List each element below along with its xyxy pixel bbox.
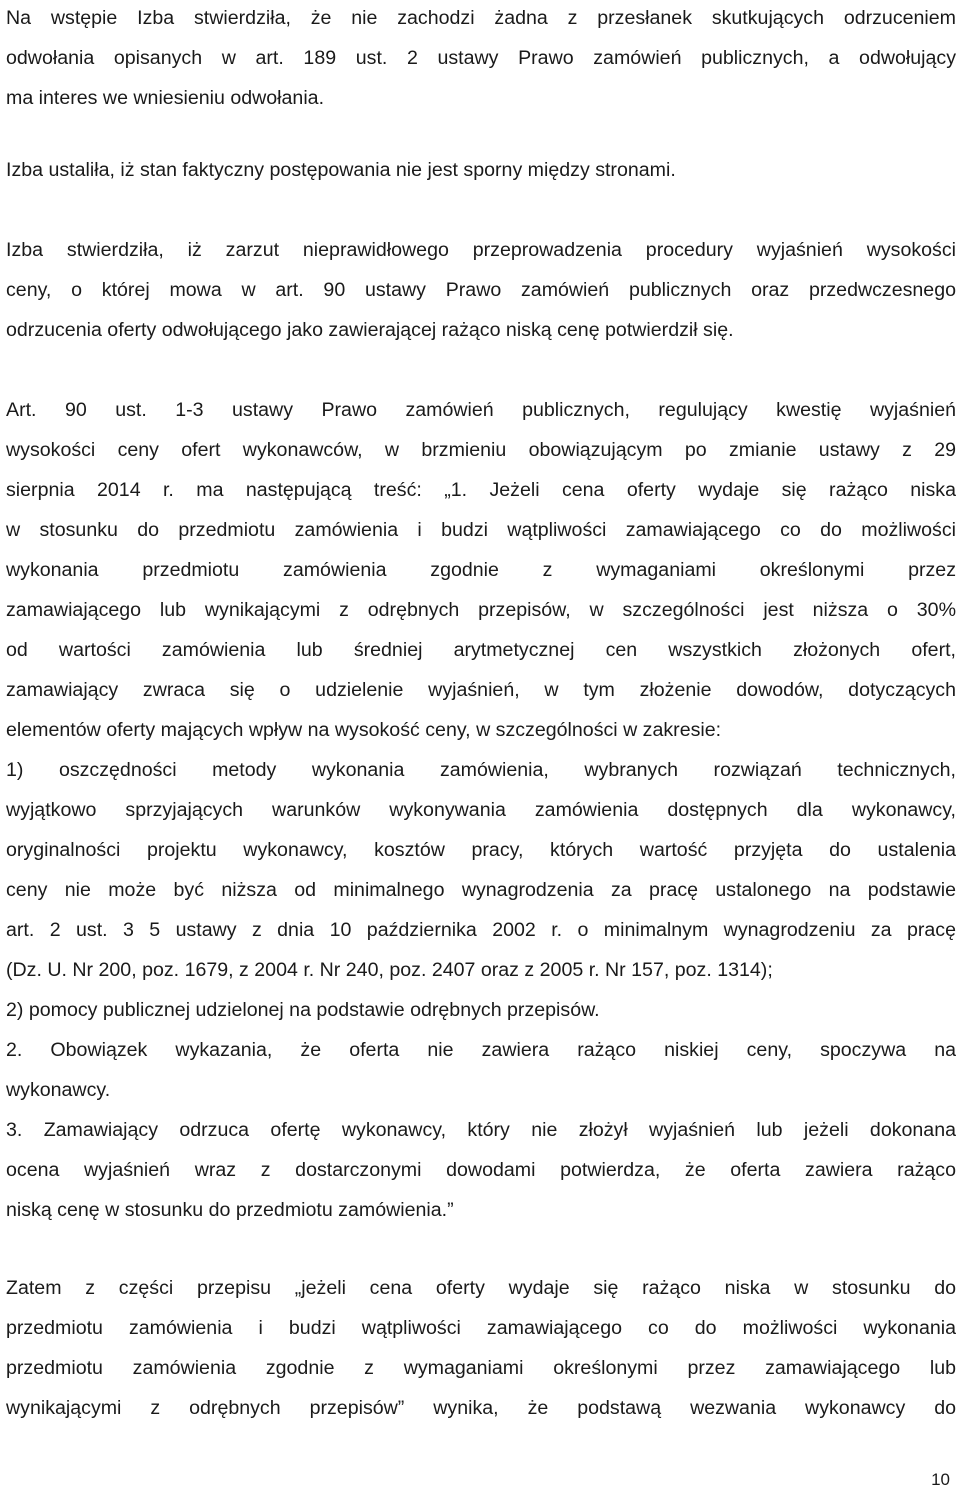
text-line: ocena wyjaśnień wraz z dostarczonymi dowodami potwierdza, że oferta zawiera rażąco: [6, 1159, 956, 1181]
text-line: przedmiotu zamówienia zgodnie z wymaganiami określonymi przez zamawiającego lub: [6, 1357, 956, 1379]
text-line: niską cenę w stosunku do przedmiotu zamówienia.”: [6, 1199, 454, 1221]
text-line: 1) oszczędności metody wykonania zamówienia, wybranych rozwiązań technicznych,: [6, 759, 956, 781]
text-line: ceny, o której mowa w art. 90 ustawy Prawo zamówień publicznych oraz przedwczesnego: [6, 279, 956, 301]
text-line: odwołania opisanych w art. 189 ust. 2 ustawy Prawo zamówień publicznych, a odwołujący: [6, 47, 956, 69]
paragraph-facts: [6, 150, 956, 190]
paragraph-conclusion: [6, 1268, 956, 1428]
text-line: art. 2 ust. 3 5 ustawy z dnia 10 października 2002 r. o minimalnym wynagrodzeniu za pracę: [6, 919, 956, 941]
text-line: oryginalności projektu wykonawcy, kosztów pracy, których wartość przyjęta do ustalenia: [6, 839, 956, 861]
text-line: wysokości ceny ofert wykonawców, w brzmieniu obowiązującym po zmianie ustawy z 29: [6, 439, 956, 461]
paragraph-art-90-quote: [6, 390, 956, 1230]
paragraph-finding: [6, 230, 956, 350]
page-number: 10: [931, 1470, 950, 1489]
text-line: w stosunku do przedmiotu zamówienia i budzi wątpliwości zamawiającego co do możliwości: [6, 519, 956, 541]
text-line: 2) pomocy publicznej udzielonej na podstawie odrębnych przepisów.: [6, 999, 600, 1021]
text-line: Izba stwierdziła, iż zarzut nieprawidłowego przeprowadzenia procedury wyjaśnień wysokości: [6, 239, 956, 261]
text-line: sierpnia 2014 r. ma następującą treść: „1. Jeżeli cena oferty wydaje się rażąco niska: [6, 479, 956, 501]
text-line: Art. 90 ust. 1-3 ustawy Prawo zamówień publicznych, regulujący kwestię wyjaśnień: [6, 399, 956, 421]
text-line: wykonania przedmiotu zamówienia zgodnie z wymaganiami określonymi przez: [6, 559, 956, 581]
text-line: odrzucenia oferty odwołującego jako zawierającej rażąco niską cenę potwierdził się.: [6, 319, 734, 341]
text-line: (Dz. U. Nr 200, poz. 1679, z 2004 r. Nr 240, poz. 2407 oraz z 2005 r. Nr 157, poz. 1314);: [6, 959, 773, 981]
text-line: od wartości zamówienia lub średniej arytmetycznej cen wszystkich złożonych ofert,: [6, 639, 956, 661]
text-line: Izba ustaliła, iż stan faktyczny postępowania nie jest sporny między stronami.: [6, 159, 676, 181]
text-line: wyjątkowo sprzyjających warunków wykonywania zamówienia dostępnych dla wykonawcy,: [6, 799, 956, 821]
document-page: [6, 0, 956, 1496]
text-line: 2. Obowiązek wykazania, że oferta nie zawiera rażąco niskiej ceny, spoczywa na: [6, 1039, 956, 1061]
text-line: wynikającymi z odrębnych przepisów” wynika, że podstawą wezwania wykonawcy do: [6, 1397, 956, 1419]
text-line: Na wstępie Izba stwierdziła, że nie zachodzi żadna z przesłanek skutkujących odrzuceniem: [6, 7, 956, 29]
text-line: zamawiający zwraca się o udzielenie wyjaśnień, w tym złożenie dowodów, dotyczących: [6, 679, 956, 701]
text-line: zamawiającego lub wynikającymi z odrębnych przepisów, w szczególności jest niższa o 30%: [6, 599, 956, 621]
text-line: wykonawcy.: [6, 1079, 111, 1101]
text-line: przedmiotu zamówienia i budzi wątpliwości zamawiającego co do możliwości wykonania: [6, 1317, 956, 1339]
text-line: ma interes we wniesieniu odwołania.: [6, 87, 325, 109]
text-line: elementów oferty mających wpływ na wysokość ceny, w szczególności w zakresie:: [6, 719, 722, 741]
text-line: 3. Zamawiający odrzuca ofertę wykonawcy, który nie złożył wyjaśnień lub jeżeli dokonana: [6, 1119, 956, 1141]
text-line: Zatem z części przepisu „jeżeli cena oferty wydaje się rażąco niska w stosunku do: [6, 1277, 956, 1299]
paragraph-intro: [6, 0, 956, 118]
text-line: ceny nie może być niższa od minimalnego wynagrodzenia za pracę ustalonego na podstawie: [6, 879, 956, 901]
